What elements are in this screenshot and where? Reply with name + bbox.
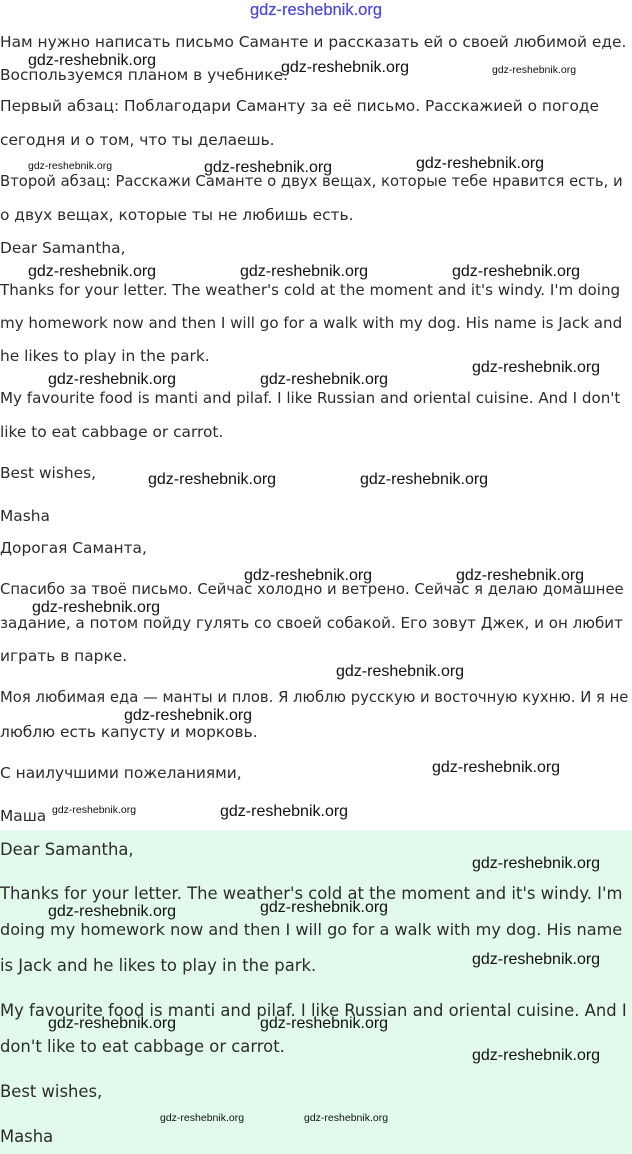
letter-ru-line: Моя любимая еда — манты и плов. Я люблю русскую и восточную кухню. И я не bbox=[0, 689, 629, 706]
watermark: gdz-reshebnik.org bbox=[48, 371, 177, 388]
intro-line: Второй абзац: Расскажи Саманте о двух вещах, которые тебе нравится есть, и bbox=[0, 173, 623, 190]
letter-en-line: like to eat cabbage or carrot. bbox=[0, 423, 224, 441]
watermark: gdz-reshebnik.org bbox=[148, 471, 277, 488]
intro-line: Первый абзац: Поблагодари Саманту за её письмо. Расскажией о погоде bbox=[0, 97, 599, 115]
watermark: gdz-reshebnik.org bbox=[472, 951, 601, 968]
letter-ru-line: Спасибо за твоё письмо. Сейчас холодно и ветрено. Сейчас я делаю домашнее bbox=[0, 581, 624, 598]
watermark: gdz-reshebnik.org bbox=[416, 155, 545, 172]
watermark: gdz-reshebnik.org bbox=[28, 263, 157, 280]
letter-en-line: Dear Samantha, bbox=[0, 239, 126, 257]
letter-ru-line: С наилучшими пожеланиями, bbox=[0, 764, 242, 782]
answer-box-line: Thanks for your letter. The weather's cold at the moment and it's windy. I'm bbox=[0, 884, 623, 903]
letter-en-line: he likes to play in the park. bbox=[0, 347, 210, 365]
watermark: gdz-reshebnik.org bbox=[336, 663, 465, 680]
watermark: gdz-reshebnik.org bbox=[48, 903, 177, 920]
intro-line: сегодня и о том, что ты делаешь. bbox=[0, 131, 275, 149]
answer-box-line: Dear Samantha, bbox=[0, 840, 134, 859]
site-header-watermark: gdz-reshebnik.org bbox=[249, 1, 383, 19]
intro-line: о двух вещах, которые ты не любишь есть. bbox=[0, 206, 354, 224]
watermark: gdz-reshebnik.org bbox=[472, 359, 601, 376]
letter-ru-line: играть в парке. bbox=[0, 647, 128, 665]
watermark: gdz-reshebnik.org bbox=[52, 804, 137, 816]
watermark: gdz-reshebnik.org bbox=[204, 159, 333, 176]
letter-en-line: Masha bbox=[0, 507, 50, 525]
watermark: gdz-reshebnik.org bbox=[281, 59, 410, 76]
answer-box bbox=[0, 830, 632, 1154]
letter-en-line: Thanks for your letter. The weather's cold at the moment and it's windy. I'm doing bbox=[0, 281, 621, 299]
letter-ru-line: задание, а потом пойду гулять со своей собакой. Его зовут Джек, и он любит bbox=[0, 614, 623, 632]
letter-en-line: My favourite food is manti and pilaf. I like Russian and oriental cuisine. And I don't bbox=[0, 389, 621, 407]
answer-box-line: is Jack and he likes to play in the park. bbox=[0, 956, 317, 975]
watermark: gdz-reshebnik.org bbox=[260, 899, 389, 916]
watermark: gdz-reshebnik.org bbox=[492, 64, 577, 76]
intro-line: Нам нужно написать письмо Саманте и рассказать ей о своей любимой еде. bbox=[0, 33, 627, 51]
letter-en-line: my homework now and then I will go for a walk with my dog. His name is Jack and bbox=[0, 314, 623, 332]
letter-en-line: Best wishes, bbox=[0, 464, 96, 482]
watermark: gdz-reshebnik.org bbox=[456, 567, 585, 584]
watermark: gdz-reshebnik.org bbox=[28, 160, 113, 172]
answer-box-line: Masha bbox=[0, 1127, 54, 1146]
watermark: gdz-reshebnik.org bbox=[472, 855, 601, 872]
watermark: gdz-reshebnik.org bbox=[220, 803, 349, 820]
letter-ru-line: Маша bbox=[0, 807, 47, 825]
watermark: gdz-reshebnik.org bbox=[240, 263, 369, 280]
watermark: gdz-reshebnik.org bbox=[32, 599, 161, 616]
letter-ru-line: Дорогая Саманта, bbox=[0, 539, 147, 557]
watermark: gdz-reshebnik.org bbox=[160, 1112, 245, 1124]
answer-box-line: Best wishes, bbox=[0, 1082, 103, 1101]
letter-ru-line: люблю есть капусту и морковь. bbox=[0, 723, 258, 741]
watermark: gdz-reshebnik.org bbox=[304, 1112, 389, 1124]
watermark: gdz-reshebnik.org bbox=[124, 707, 253, 724]
answer-box-line: My favourite food is manti and pilaf. I like Russian and oriental cuisine. And I bbox=[0, 1001, 627, 1020]
watermark: gdz-reshebnik.org bbox=[432, 759, 561, 776]
watermark: gdz-reshebnik.org bbox=[28, 52, 157, 69]
watermark: gdz-reshebnik.org bbox=[260, 371, 389, 388]
watermark: gdz-reshebnik.org bbox=[48, 1015, 177, 1032]
watermark: gdz-reshebnik.org bbox=[260, 1015, 389, 1032]
answer-box-line: doing my homework now and then I will go for a walk with my dog. His name bbox=[0, 920, 623, 939]
answer-box-line: don't like to eat cabbage or carrot. bbox=[0, 1037, 285, 1056]
watermark: gdz-reshebnik.org bbox=[452, 263, 581, 280]
watermark: gdz-reshebnik.org bbox=[472, 1047, 601, 1064]
watermark: gdz-reshebnik.org bbox=[360, 471, 489, 488]
watermark: gdz-reshebnik.org bbox=[244, 567, 373, 584]
intro-line: Воспользуемся планом в учебнике. bbox=[0, 66, 288, 84]
